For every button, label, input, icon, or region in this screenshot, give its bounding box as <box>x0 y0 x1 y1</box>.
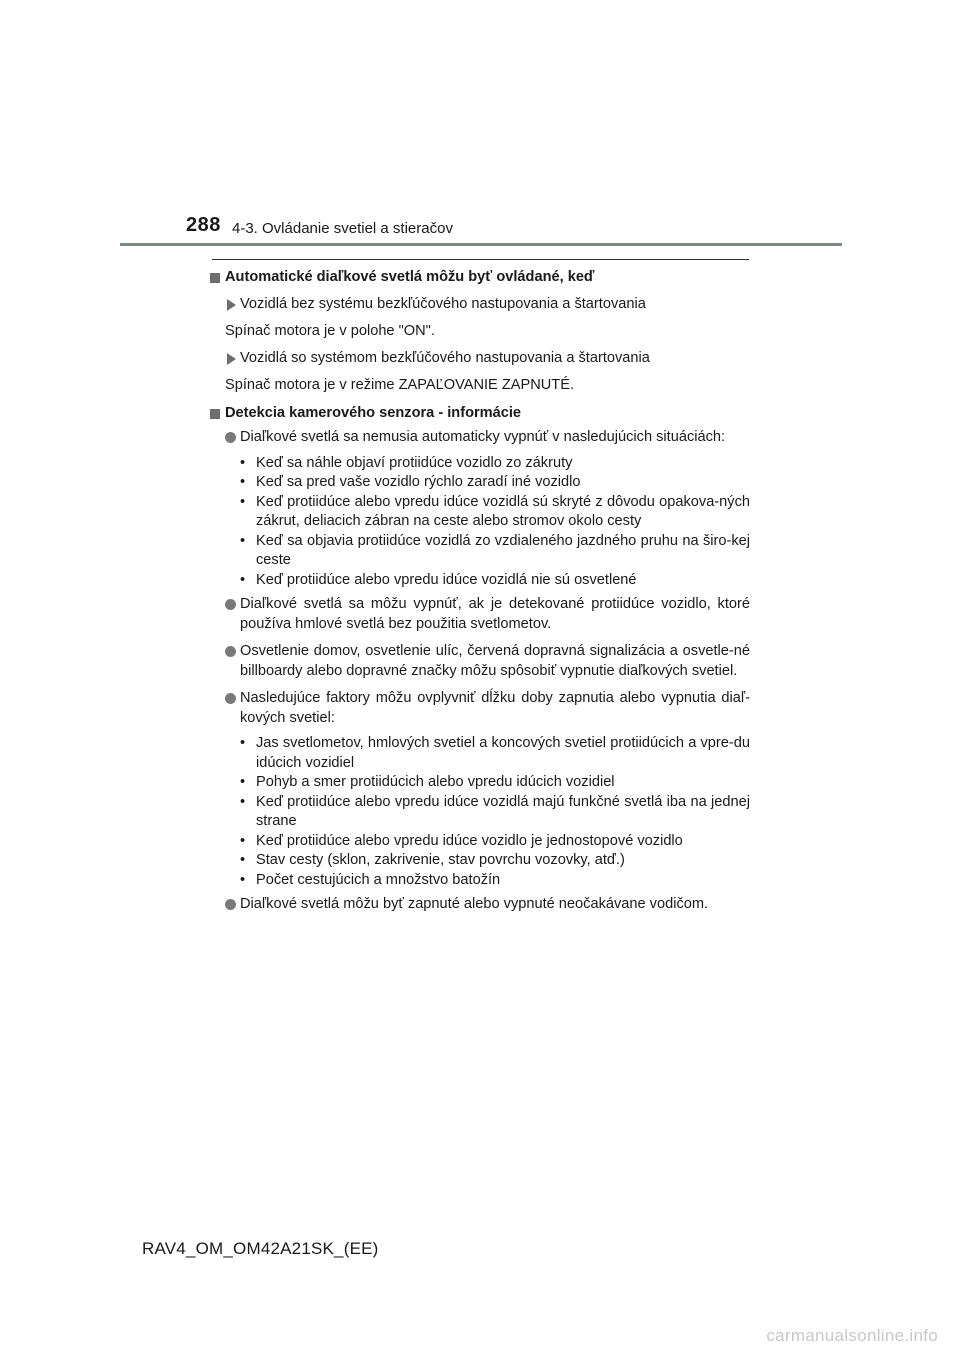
section-heading-camera-sensor <box>210 404 750 424</box>
factor-list <box>240 734 750 890</box>
info-paragraph <box>210 689 750 728</box>
list-item: • Keď sa náhle objaví protiidúce vozidlo zo zákruty <box>240 454 750 474</box>
page-content <box>210 268 750 915</box>
arrow-right-icon <box>227 299 236 311</box>
arrow-right-icon <box>227 353 236 365</box>
condition-text: Spínač motora je v polohe "ON". <box>225 323 435 339</box>
square-bullet-icon <box>210 273 220 283</box>
list-item: • Pohyb a smer protiidúcich alebo vpredu idúcich vozidiel <box>240 773 750 793</box>
watermark: carmanualsonline.info <box>766 1326 938 1345</box>
situation-list <box>240 454 750 591</box>
vehicle-variant-line <box>210 349 750 369</box>
heading-text: Automatické diaľkové svetlá môžu byť ovládané, keď <box>225 269 595 285</box>
list-item: • Keď protiidúce alebo vpredu idúce vozidlá majú funkčné svetlá iba na jednej strane <box>240 793 750 832</box>
section-heading-auto-high-beam <box>210 268 750 288</box>
circle-bullet-icon <box>225 899 236 910</box>
info-paragraph <box>210 595 750 634</box>
paragraph-text: Diaľkové svetlá môžu byť zapnuté alebo vypnuté neočakávane vodičom. <box>240 896 709 912</box>
document-code: RAV4_OM_OM42A21SK_(EE) <box>142 1239 379 1258</box>
list-item: • Keď protiidúce alebo vpredu idúce vozidlá nie sú osvetlené <box>240 571 750 591</box>
vehicle-variant-line <box>210 295 750 315</box>
info-paragraph <box>210 895 750 915</box>
circle-bullet-icon <box>225 599 236 610</box>
list-item: • Jas svetlometov, hmlových svetiel a koncových svetiel protiidúcich a vpre-du idúcich vozidiel <box>240 734 750 773</box>
paragraph-text: Diaľkové svetlá sa môžu vypnúť, ak je detekované protiidúce vozidlo, ktoré používa hmlové svetlá bez použitia svetlometov. <box>240 596 750 632</box>
list-item: • Počet cestujúcich a množstvo batožín <box>240 871 750 891</box>
page-number: 288 <box>186 214 221 236</box>
list-item: • Keď sa pred vaše vozidlo rýchlo zaradí iné vozidlo <box>240 473 750 493</box>
content-top-rule <box>212 259 749 260</box>
variant-text: Vozidlá bez systému bezkľúčového nastupovania a štartovania <box>240 295 646 312</box>
condition-text: Spínač motora je v režime ZAPAĽOVANIE ZAPNUTÉ. <box>225 377 575 393</box>
circle-bullet-icon <box>225 432 236 443</box>
circle-bullet-icon <box>225 693 236 704</box>
paragraph-text: Diaľkové svetlá sa nemusia automaticky vypnúť v nasledujúcich situáciách: <box>240 429 726 445</box>
list-item: • Keď protiidúce alebo vpredu idúce vozidlo je jednostopové vozidlo <box>240 832 750 852</box>
header-rule <box>120 243 842 246</box>
circle-bullet-icon <box>225 646 236 657</box>
variant-text: Vozidlá so systémom bezkľúčového nastupovania a štartovania <box>240 349 650 366</box>
paragraph-text: Osvetlenie domov, osvetlenie ulíc, červená dopravná signalizácia a osvetle-né billboardy alebo dopravné značky môžu spôsobiť vypnutie diaľkových svetiel. <box>240 643 750 679</box>
paragraph-text: Nasledujúce faktory môžu ovplyvniť dĺžku doby zapnutia alebo vypnutia diaľ-kových svetiel: <box>240 690 750 726</box>
info-paragraph <box>210 642 750 681</box>
heading-text: Detekcia kamerového senzora - informácie <box>225 404 522 421</box>
info-paragraph <box>210 428 750 448</box>
list-item: • Stav cesty (sklon, zakrivenie, stav povrchu vozovky, atď.) <box>240 851 750 871</box>
section-title: 4-3. Ovládanie svetiel a stieračov <box>232 220 453 237</box>
list-item: • Keď protiidúce alebo vpredu idúce vozidlá sú skryté z dôvodu opakova-ných zákrut, deliacich zábran na ceste alebo stromov okolo cesty <box>240 493 750 532</box>
list-item: • Keď sa objavia protiidúce vozidlá zo vzdialeného jazdného pruhu na širo-kej ceste <box>240 532 750 571</box>
square-bullet-icon <box>210 409 220 419</box>
